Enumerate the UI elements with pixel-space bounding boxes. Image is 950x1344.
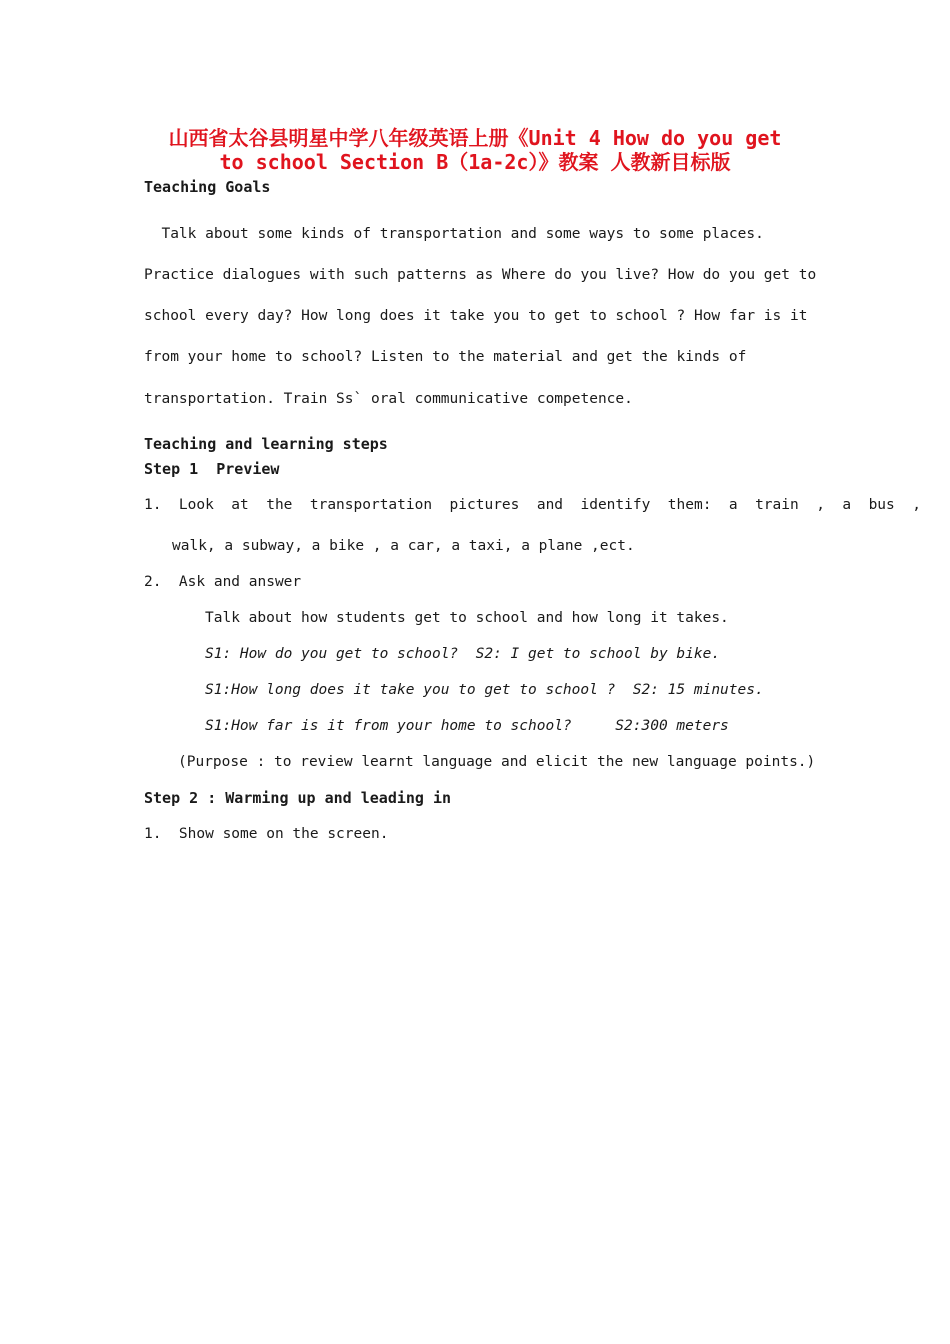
- step-1-item-1-line-2: walk, a subway, a bike , a car, a taxi, a plane ,ect.: [172, 538, 635, 554]
- dialogue-line: S1:How long does it take you to get to school ? S2: 15 minutes.: [205, 682, 764, 698]
- document-title-line-2: to school Section B（1a-2c）》教案 人教新目标版: [219, 150, 731, 174]
- teaching-goals-heading: Teaching Goals: [144, 178, 271, 196]
- goals-paragraph-line: transportation. Train Ss` oral communicative competence.: [144, 391, 633, 407]
- step-1-item-2-intro: Talk about how students get to school and how long it takes.: [205, 610, 729, 626]
- document-title-line-1: 山西省太谷县明星中学八年级英语上册《Unit 4 How do you get: [168, 126, 782, 150]
- goals-paragraph-line: from your home to school? Listen to the material and get the kinds of: [144, 349, 747, 365]
- goals-paragraph-line: Practice dialogues with such patterns as Where do you live? How do you get to: [144, 267, 817, 283]
- goals-paragraph-line: school every day? How long does it take you to get to school ? How far is it: [144, 308, 808, 324]
- step-1-heading: Step 1 Preview: [144, 460, 280, 478]
- dialogue-line: S1: How do you get to school? S2: I get to school by bike.: [205, 646, 721, 662]
- step-1-item-1-line-1: 1. Look at the transportation pictures and identify them: a train , a bus ,: [144, 497, 921, 513]
- step-2-heading: Step 2 : Warming up and leading in: [144, 789, 452, 807]
- dialogue-line: S1:How far is it from your home to school? S2:300 meters: [205, 718, 729, 734]
- step-1-item-2-heading: 2. Ask and answer: [144, 574, 302, 590]
- steps-heading: Teaching and learning steps: [144, 435, 388, 453]
- purpose-note: (Purpose : to review learnt language and elicit the new language points.): [178, 754, 816, 770]
- goals-paragraph-line: Talk about some kinds of transportation and some ways to some places.: [144, 226, 764, 242]
- step-2-item-1: 1. Show some on the screen.: [144, 826, 389, 842]
